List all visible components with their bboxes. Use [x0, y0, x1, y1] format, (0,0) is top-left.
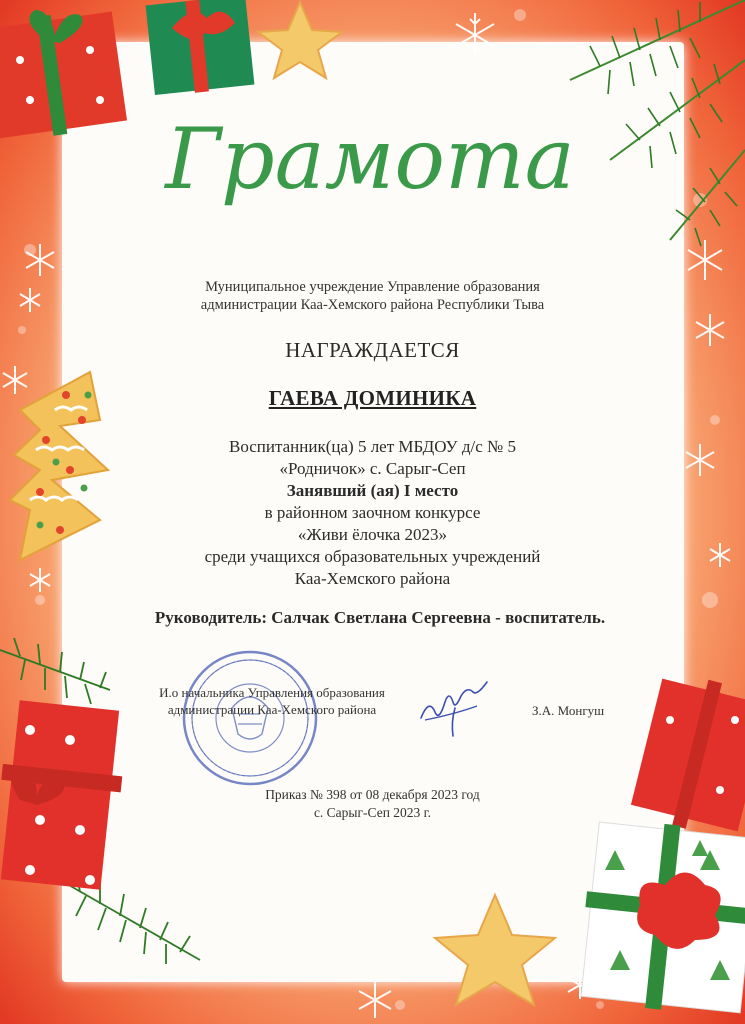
- title: [120, 88, 620, 238]
- order-line-2: с. Сарыг-Сеп 2023 г.: [313, 805, 432, 820]
- body-line-1: Воспитанник(ца) 5 лет МБДОУ д/с № 5: [229, 437, 516, 456]
- organization-line-1: Муниципальное учреждение Управление образования: [205, 279, 540, 295]
- awarded-label: НАГРАЖДАЕТСЯ: [285, 338, 460, 362]
- handwritten-signature: [415, 678, 495, 738]
- organization-line-2: администрации Каа-Хемского района Республики Тыва: [200, 297, 545, 313]
- award-description: [100, 436, 645, 590]
- supervisor-line: Руководитель: Салчак Светлана Сергеевна - воспитатель.: [154, 608, 606, 627]
- stamp-seal: [180, 648, 320, 788]
- contest-name: «Живи ёлочка 2023»: [297, 525, 448, 544]
- signatory-title: [142, 684, 402, 718]
- organization-header: [100, 278, 645, 314]
- placement-line: Занявший (ая) I место: [286, 481, 459, 500]
- recipient-name: ГАЕВА ДОМИНИКА: [268, 386, 477, 410]
- signatory-line-1: И.о начальника Управления образования: [159, 685, 385, 700]
- order-line-1: Приказ № 398 от 08 декабря 2023 год: [265, 787, 480, 802]
- body-line-4: в районном заочном конкурсе: [264, 503, 481, 522]
- body-line-6: среди учащихся образовательных учреждений: [204, 547, 541, 566]
- title-text: Грамота: [165, 110, 575, 208]
- body-line-2: «Родничок» с. Сарыг-Сеп: [279, 459, 466, 478]
- body-line-7: Каа-Хемского района: [294, 569, 451, 588]
- order-info: [100, 786, 645, 822]
- signatory-line-2: администрации Каа-Хемского района: [167, 702, 377, 717]
- signatory-name: З.А. Монгуш: [532, 703, 605, 718]
